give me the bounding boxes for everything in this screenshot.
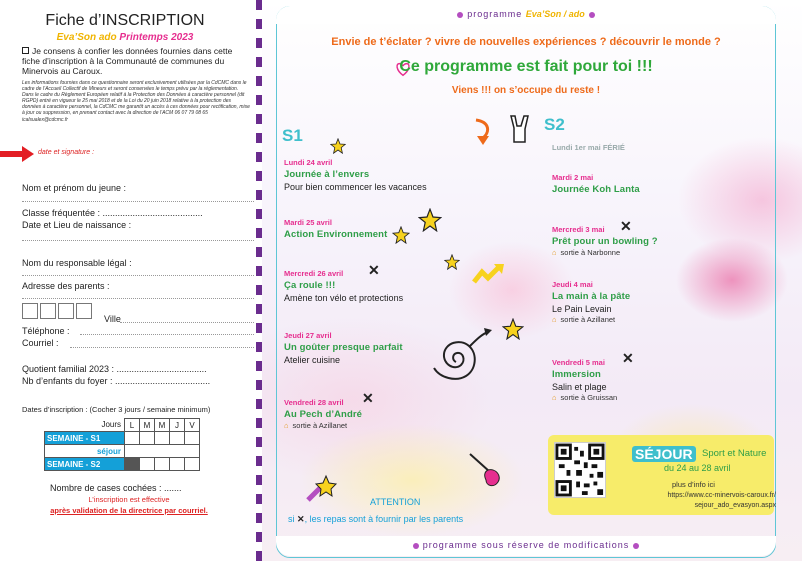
field-email-line[interactable] <box>70 347 254 348</box>
schedule-table <box>44 418 200 471</box>
day-header: V <box>185 419 200 432</box>
event-date: Lundi 24 avril <box>284 158 333 167</box>
event-outing <box>552 248 752 257</box>
event-title: Prêt pour un bowling ? <box>552 236 658 247</box>
day-header: L <box>125 419 140 432</box>
form-subtitle <box>0 32 250 43</box>
field-class-label: Classe fréquentée : ........................................ <box>22 208 203 218</box>
event-outing-label: sortie à Azillanet <box>292 421 348 430</box>
sejour-checkbox-cell[interactable] <box>125 445 200 458</box>
dot-icon <box>633 543 639 549</box>
checkbox-cell[interactable] <box>125 432 140 445</box>
field-city-line[interactable] <box>120 322 254 323</box>
star-icon <box>330 138 346 154</box>
attention-prefix: si <box>288 514 295 524</box>
program-header <box>276 9 776 19</box>
event-subtitle: Amène ton vélo et protections <box>284 293 404 303</box>
validation-note: après validation de la directrice par courriel. <box>50 506 208 515</box>
s2-event <box>552 358 752 402</box>
form-subtitle-brand: Eva’Son ado <box>56 32 117 43</box>
form-subtitle-season: Printemps 2023 <box>119 32 194 43</box>
s1-event <box>284 269 484 303</box>
checkbox-cell[interactable] <box>140 458 155 471</box>
sejour-subtitle: Sport et Nature <box>702 448 767 459</box>
guitar-icon <box>466 450 506 490</box>
attention-text: , les repas sont à fournir par les parents <box>304 514 464 524</box>
event-date: Jeudi 4 mai <box>552 280 593 289</box>
field-address-label: Adresse des parents : <box>22 281 110 291</box>
postcode-box[interactable] <box>40 303 56 319</box>
cases-count-label: Nombre de cases cochées : ....... <box>50 483 182 493</box>
event-date: Mercredi 26 avril <box>284 269 344 278</box>
postcode-box[interactable] <box>76 303 92 319</box>
attention-label: ATTENTION <box>370 497 421 507</box>
meal-cutlery-icon: ✕ <box>362 390 374 406</box>
program-header-label: programme <box>467 9 523 19</box>
field-name-line[interactable] <box>22 201 254 202</box>
event-title: Ça roule !!! <box>284 280 336 291</box>
tagline-main: Ce programme est fait pour toi !!! <box>399 58 653 75</box>
sejour-url-line2[interactable]: sejour_ado_evasyon.aspx <box>694 502 776 509</box>
postcode-box[interactable] <box>22 303 38 319</box>
form-title: Fiche d’INSCRIPTION <box>45 12 205 29</box>
program-footer <box>276 540 776 550</box>
field-phone-line[interactable] <box>80 334 254 335</box>
curved-arrow-icon <box>470 118 496 146</box>
dot-icon <box>413 543 419 549</box>
event-date: Mercredi 3 mai <box>552 225 605 234</box>
event-date: Jeudi 27 avril <box>284 331 332 340</box>
meal-cutlery-icon: ✕ <box>368 262 380 278</box>
checkbox-cell[interactable] <box>170 432 185 445</box>
event-date: Mardi 25 avril <box>284 218 332 227</box>
star-icon <box>444 254 460 270</box>
program-panel <box>262 0 802 561</box>
section-s2-label: S2 <box>544 115 565 134</box>
field-children-label: Nb d’enfants du foyer : ...................................... <box>22 376 211 386</box>
postcode-box[interactable] <box>58 303 74 319</box>
event-title: La main à la pâte <box>552 291 631 302</box>
checkbox-cell[interactable] <box>185 458 200 471</box>
s2-event <box>552 143 752 154</box>
event-date: Lundi 1er mai FÉRIÉ <box>552 143 625 152</box>
event-subtitle: Le Pain Levain <box>552 304 612 314</box>
tagline-come: Viens !!! on s’occupe du reste ! <box>451 85 601 96</box>
checkbox-cell[interactable] <box>155 432 170 445</box>
sejour-info: plus d’info ici <box>672 480 715 489</box>
consent-checkbox[interactable] <box>22 47 29 54</box>
sejour-title: SÉJOUR <box>632 446 696 462</box>
day-header: M <box>155 419 170 432</box>
meal-cutlery-icon: ✕ <box>297 514 305 524</box>
checkbox-cell[interactable] <box>140 432 155 445</box>
field-email-label: Courriel : <box>22 338 59 348</box>
s1-event <box>284 331 484 365</box>
event-outing <box>552 315 752 324</box>
event-date: Vendredi 28 avril <box>284 398 344 407</box>
field-qf-label: Quotient familial 2023 : .................................... <box>22 364 207 374</box>
s2-event <box>552 280 752 324</box>
week1-label: SEMAINE - S1 <box>45 432 125 445</box>
program-header-brand: Eva’Son / ado <box>525 9 585 19</box>
tagline-question: Envie de t’éclater ? vivre de nouvelles expériences ? découvrir le monde ? <box>331 36 721 48</box>
bus-icon: ⌂ <box>552 315 557 324</box>
section-s1-label: S1 <box>282 126 303 145</box>
field-birth-label: Date et Lieu de naissance : <box>22 220 132 230</box>
field-guardian-label: Nom du responsable légal : <box>22 258 132 268</box>
bus-icon: ⌂ <box>284 421 289 430</box>
event-date: Vendredi 5 mai <box>552 358 605 367</box>
checkbox-cell[interactable] <box>170 458 185 471</box>
sejour-url-line1[interactable]: https://www.cc-minervois-caroux.fr/ <box>667 492 776 499</box>
event-outing-label: sortie à Gruissan <box>560 393 618 402</box>
registration-form <box>0 0 262 561</box>
day-header: J <box>170 419 185 432</box>
rock-hand-icon <box>506 112 534 144</box>
bus-icon: ⌂ <box>552 393 557 402</box>
event-title: Immersion <box>552 369 601 380</box>
postcode-boxes[interactable] <box>22 303 94 319</box>
field-name-label: Nom et prénom du jeune : <box>22 183 127 193</box>
field-address-line[interactable] <box>22 298 254 299</box>
star-icon <box>502 318 524 340</box>
event-date: Mardi 2 mai <box>552 173 594 182</box>
s2-event <box>552 225 752 257</box>
shooting-star-icon <box>306 474 338 502</box>
dot-icon <box>457 12 463 18</box>
legal-notice: Les informations fournies dans ce questionnaire seront exclusivement utilisées par la CdCMC dans le cadre de l’Accueil Collectif de Mineurs et seront conservées le temps prévu par la réglementation. Dans le cadre du Règlement Européen relatif à la Protection des Données à caractère personnel (dit RGPD) entré en vigueur le 25 mai 2018 et de la Loi du 20 juin 2018 relative à la protection des données à caractère personnel, la CdCMC me garantit un accès à ces données pour rectification, mise à jour ou suppression, en prenant contact avec la direction de l’ACM 06 07 79 08 65 icalsualex@cdcmc.fr <box>22 80 250 123</box>
field-phone-label: Téléphone : <box>22 326 70 336</box>
consent-label: Je consens à confier les données fournies dans cette fiche d’inscription à la Communauté de communes du Minervois au Caroux. <box>22 46 233 76</box>
week2-label: SEMAINE - S2 <box>45 458 125 471</box>
event-subtitle: Atelier cuisine <box>284 355 341 365</box>
s1-event <box>284 158 494 192</box>
checkbox-cell[interactable] <box>185 432 200 445</box>
s1-event <box>284 398 484 430</box>
sejour-dates: du 24 au 28 avril <box>664 463 731 473</box>
event-outing <box>284 421 484 430</box>
day-header: M <box>140 419 155 432</box>
field-city-label: Ville <box>104 314 121 324</box>
event-title: Journée à l’envers <box>284 169 370 180</box>
program-footer-label: programme sous réserve de modifications <box>422 540 630 550</box>
consent-text <box>22 46 250 76</box>
event-title: Journée Koh Lanta <box>552 184 640 195</box>
event-outing-label: sortie à Azillanet <box>560 315 616 324</box>
meal-cutlery-icon: ✕ <box>620 218 632 234</box>
field-birth-line[interactable] <box>22 240 254 241</box>
event-subtitle: Salin et plage <box>552 382 607 392</box>
signature-label: date et signature : <box>38 149 95 156</box>
event-outing <box>552 393 752 402</box>
dates-label: Dates d’inscription : (Cocher 3 jours / semaine minimum) <box>22 405 211 414</box>
dot-icon <box>589 12 595 18</box>
s1-event <box>284 218 484 240</box>
event-subtitle: Pour bien commencer les vacances <box>284 182 427 192</box>
table-jours-label: Jours <box>101 420 121 430</box>
attention-note <box>288 514 463 525</box>
meal-cutlery-icon: ✕ <box>622 350 634 366</box>
sejour-label: séjour <box>45 445 125 458</box>
event-title: Action Environnement <box>284 229 388 240</box>
event-title: Au Pech d’André <box>284 409 363 420</box>
checkbox-cell[interactable] <box>155 458 170 471</box>
qr-code-icon[interactable] <box>554 442 606 498</box>
bus-icon: ⌂ <box>552 248 557 257</box>
effective-note: L’inscription est effective <box>88 495 170 504</box>
s2-event <box>552 173 752 195</box>
red-arrow-icon <box>0 146 36 162</box>
sejour-url[interactable] <box>616 491 776 511</box>
event-outing-label: sortie à Narbonne <box>560 248 621 257</box>
field-guardian-line[interactable] <box>22 275 254 276</box>
event-title: Un goûter presque parfait <box>284 342 403 353</box>
disabled-cell <box>125 458 140 471</box>
